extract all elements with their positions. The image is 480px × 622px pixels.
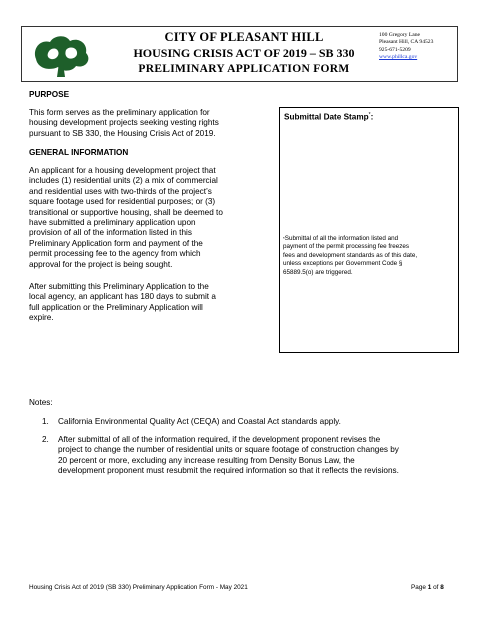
purpose-line: housing development projects seeking vesting rights <box>29 118 219 128</box>
address-city: Pleasant Hill, CA 94523 <box>379 39 434 46</box>
notes-label: Notes: <box>29 398 53 407</box>
general-line: includes (1) residential units (2) a mix of commercial <box>29 176 218 186</box>
stamp-note-line <box>283 235 455 243</box>
page-indicator <box>411 584 444 591</box>
general-line: full application or the Preliminary Application will <box>29 302 203 312</box>
page-label: Page <box>411 584 426 591</box>
city-title: CITY OF PLEASANT HILL <box>164 30 324 44</box>
general-paragraph-1 <box>29 166 223 270</box>
note-number: 2. <box>42 435 49 444</box>
stamp-asterisk: * <box>368 112 371 118</box>
general-line: Preliminary Application form and payment of the <box>29 238 203 248</box>
note-line: development proponent must resubmit the required information so that it reflects the revisions. <box>58 466 399 476</box>
general-line: An applicant for a housing development project that <box>29 166 216 175</box>
general-line: square footage used for residential purposes; or (3) <box>29 197 216 207</box>
stamp-note-line: fees and development standards as of this date, <box>283 251 418 259</box>
general-line: provision of all of the information listed in this <box>29 228 192 238</box>
tree-logo-icon <box>30 33 94 77</box>
stamp-title-text: Submittal Date Stamp <box>284 112 369 122</box>
purpose-line: This form serves as the preliminary application for <box>29 108 210 117</box>
stamp-colon: : <box>370 112 374 122</box>
purpose-heading: PURPOSE <box>29 90 70 99</box>
general-line: local agency, an applicant has 180 days to submit a <box>29 292 216 302</box>
stamp-note-line: unless exceptions per Government Code § <box>283 260 403 268</box>
of-label: of <box>433 584 439 591</box>
general-line: expire. <box>29 313 54 323</box>
stamp-title <box>284 112 373 122</box>
general-line: permit processing fee to the agency from which <box>29 249 201 259</box>
note-line: 20 percent or more, excluding any increase resulting from Density Bonus Law, the <box>58 455 355 465</box>
page-number: 1 <box>427 584 432 591</box>
note-line: After submittal of all of the information required, if the development proponent revises the <box>58 435 381 444</box>
website-link[interactable]: www.phillca.gov <box>379 53 418 60</box>
address-street: 100 Gregory Lane <box>379 32 421 38</box>
stamp-footnote <box>283 235 455 277</box>
submittal-date-stamp-box <box>279 107 459 353</box>
form-title: PRELIMINARY APPLICATION FORM <box>138 63 350 75</box>
purpose-paragraph <box>29 108 219 139</box>
general-line: transitional or supportive housing, shall be deemed to <box>29 207 223 217</box>
general-paragraph-2 <box>29 282 216 324</box>
stamp-note-text: Submittal of all the information listed and <box>284 235 399 242</box>
general-line: approval for the project is being sought. <box>29 259 173 269</box>
general-heading: GENERAL INFORMATION <box>29 148 129 157</box>
footer-document-title: Housing Crisis Act of 2019 (SB 330) Preliminary Application Form - May 2021 <box>29 584 248 591</box>
form-header <box>21 26 458 82</box>
page-total: 8 <box>440 584 444 591</box>
note-line: California Environmental Quality Act (CEQA) and Coastal Act standards apply. <box>58 417 341 426</box>
general-line: After submitting this Preliminary Application to the <box>29 282 209 291</box>
note-number: 1. <box>42 417 49 426</box>
stamp-note-line: payment of the permit processing fee freezes <box>283 243 410 251</box>
form-titles <box>98 29 390 78</box>
note-text <box>58 417 341 427</box>
phone-number: 925-671-5209 <box>379 46 411 53</box>
note-text <box>58 435 399 477</box>
note-line: project to change the number of residential units or square footage of construction changes by <box>58 445 399 455</box>
address-block <box>379 32 433 61</box>
purpose-line: pursuant to SB 330, the Housing Crisis Act of 2019. <box>29 128 216 138</box>
stamp-note-line: 65889.5(o) are triggered. <box>283 268 353 276</box>
footnote-asterisk: * <box>283 236 285 241</box>
act-title: HOUSING CRISIS ACT OF 2019 – SB 330 <box>133 46 355 60</box>
general-line: have submitted a preliminary application upon <box>29 218 196 228</box>
general-line: and residential uses with two-thirds of the project’s <box>29 186 212 196</box>
